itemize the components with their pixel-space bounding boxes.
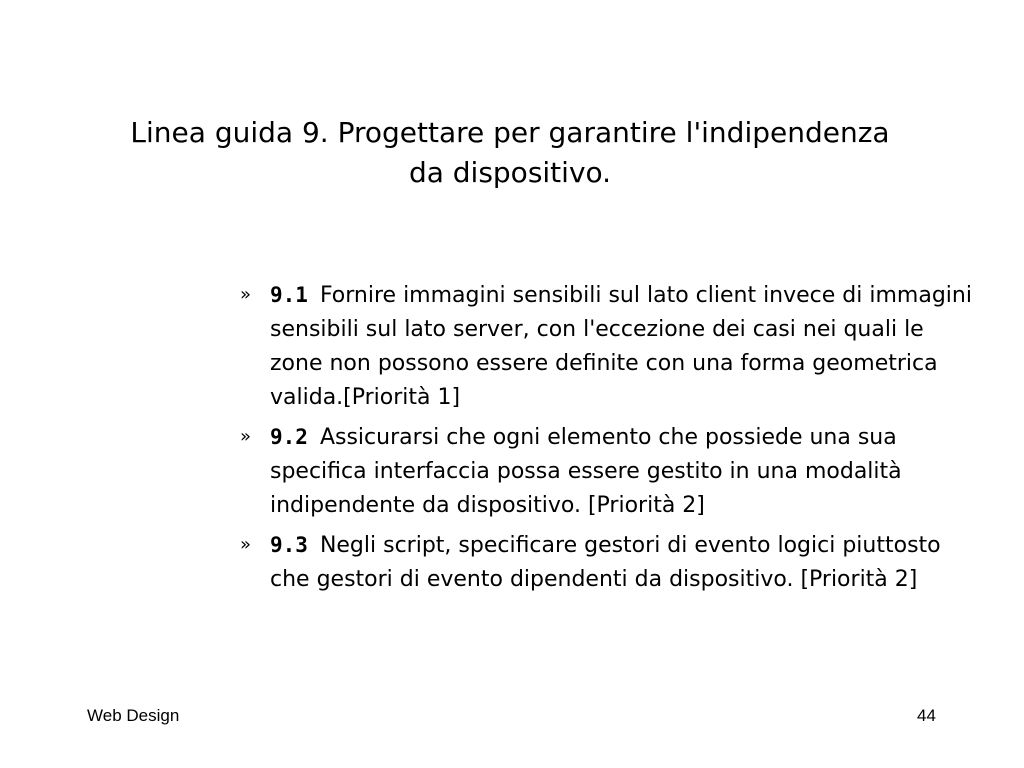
checkpoint-code: 9.2	[270, 425, 308, 449]
title-line-2: da dispositivo.	[408, 156, 612, 189]
list-item-9-3	[240, 528, 980, 597]
checkpoint-code: 9.1	[270, 283, 308, 307]
bullet-marker: »	[240, 426, 252, 447]
checkpoint-code: 9.3	[270, 533, 308, 557]
list-item-9-1	[240, 278, 980, 415]
bullet-marker: »	[240, 284, 252, 305]
checkpoint-text: Negli script, specificare gestori di evento logici piuttosto che gestori di evento dipendenti da dispositivo. [Priorità 2]	[270, 533, 941, 592]
page-number: 44	[917, 706, 936, 725]
list-item-9-2	[240, 420, 980, 523]
slide-title	[60, 113, 960, 193]
guideline-list	[240, 278, 980, 602]
bullet-marker: »	[240, 534, 252, 555]
title-line-1: Linea guida 9. Progettare per garantire l'indipendenza	[130, 116, 890, 149]
footer-course-name: Web Design	[87, 706, 180, 725]
checkpoint-text: Assicurarsi che ogni elemento che possiede una sua specifica interfaccia possa essere gestito in una modalità indipendente da dispositivo. [Priorità 2]	[270, 425, 902, 518]
checkpoint-text: Fornire immagini sensibili sul lato client invece di immagini sensibili sul lato server, con l'eccezione dei casi nei quali le zone non possono essere definite con una forma geometrica valida.[Priorità 1]	[270, 283, 972, 410]
